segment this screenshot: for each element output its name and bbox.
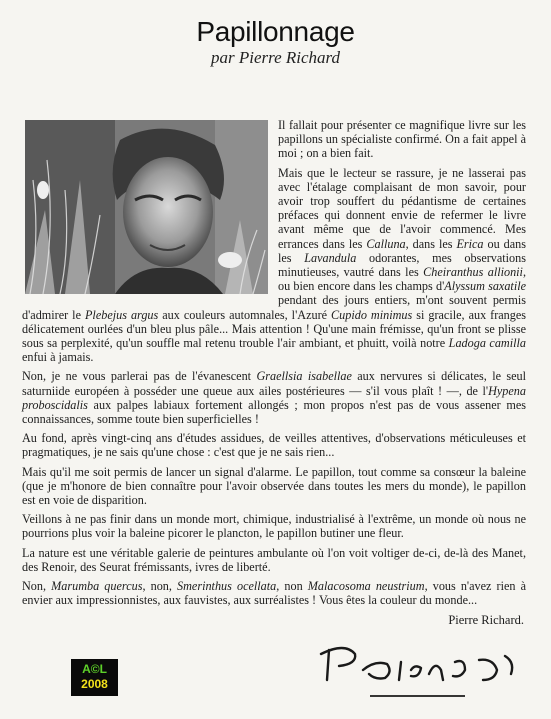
author-signoff: Pierre Richard. — [448, 613, 524, 627]
author-byline: par Pierre Richard — [210, 48, 341, 67]
paragraph: La nature est une véritable galerie de peintures ambulante où l'on voit voltiger de-ci, de-là des Manet, des Renoir, des Seurat frémissants, ivres de liberté. — [22, 545, 526, 574]
copyright-logo — [71, 659, 118, 696]
logo-line-2: 2008 — [81, 677, 108, 691]
paragraph: Au fond, après vingt-cinq ans d'études assidues, de veilles attentives, d'observations méticuleuses et pragmatiques, je ne sais qu'une chose : c'est que je ne sais rien... — [22, 431, 526, 460]
photo-spacer — [22, 118, 278, 295]
paragraph: Non, Marumba quercus, non, Smerinthus ocellata, non Malacosoma neustrium, vous n'avez rien à envier aux impressionnistes, aux fauvistes, aux surréalistes ! Vous êtes la couleur du monde... — [22, 579, 527, 608]
paragraph: Veillons à ne pas finir dans un monde mort, chimique, industrialisé à l'extrême, un monde où nous ne pourrions plus voir la baleine picorer le plancton, le papillon butiner une fleur. — [22, 512, 526, 541]
handwritten-signature — [315, 640, 525, 702]
paragraph: Mais qu'il me soit permis de lancer un signal d'alarme. Le papillon, tout comme sa consœur la baleine (que je m'honore de bien connaître pour l'avoir observée dans toutes les mers du monde), le papillon est en voie de disparition. — [22, 464, 526, 508]
preface-text — [22, 118, 526, 613]
logo-line-1: A©L — [82, 662, 107, 676]
paragraph: Non, je ne vous parlerai pas de l'évanescent Graellsia isabellae aux nervures si délicates, le seul saturniide européen à posséder une queue aux ailes postérieures — s'il vous plaît ! —, de l'Hypena proboscidalis aux palpes labiaux fortement allongés ; mon propos n'est pas de vous assener mes connaissances, somme toute bien superficielles ! — [22, 369, 527, 427]
page-title: Papillonnage — [196, 16, 355, 47]
paragraph: Il fallait pour présenter ce magnifique livre sur les papillons un spécialiste confirmé. On a fait appel à moi ; on a bien fait. — [278, 118, 526, 161]
paragraph: Mais que le lecteur se rassure, je ne lasserai pas avec l'étalage complaisant de mon savoir, pour avoir trop souffert du pédantisme de certaines préfaces qui donnent envie de refermer le livre avant même que de l'avoir commencé. Mes errances dans les Calluna, dans les Erica ou dans les Lavandula odorantes, mes observations minutieuses, vautré dans les Cheiranthus allionii, ou bien encore dans les champs d'Alyssum saxatile pendant des jours entiers, m'ont souvent permis d'admirer le Plebejus argus aux couleurs automnales, l'Azuré Cupido minimus si gracile, aux franges délicatement ourlées d'un bleu plus pâle... Mais attention ! Qu'une main frémisse, qu'un front se plisse sous sa perplexité, qu'un souffle mal retenu trouble l'air ambiant, et phuitt, voilà notre Ladoga camilla enfui à jamais. — [22, 165, 527, 365]
